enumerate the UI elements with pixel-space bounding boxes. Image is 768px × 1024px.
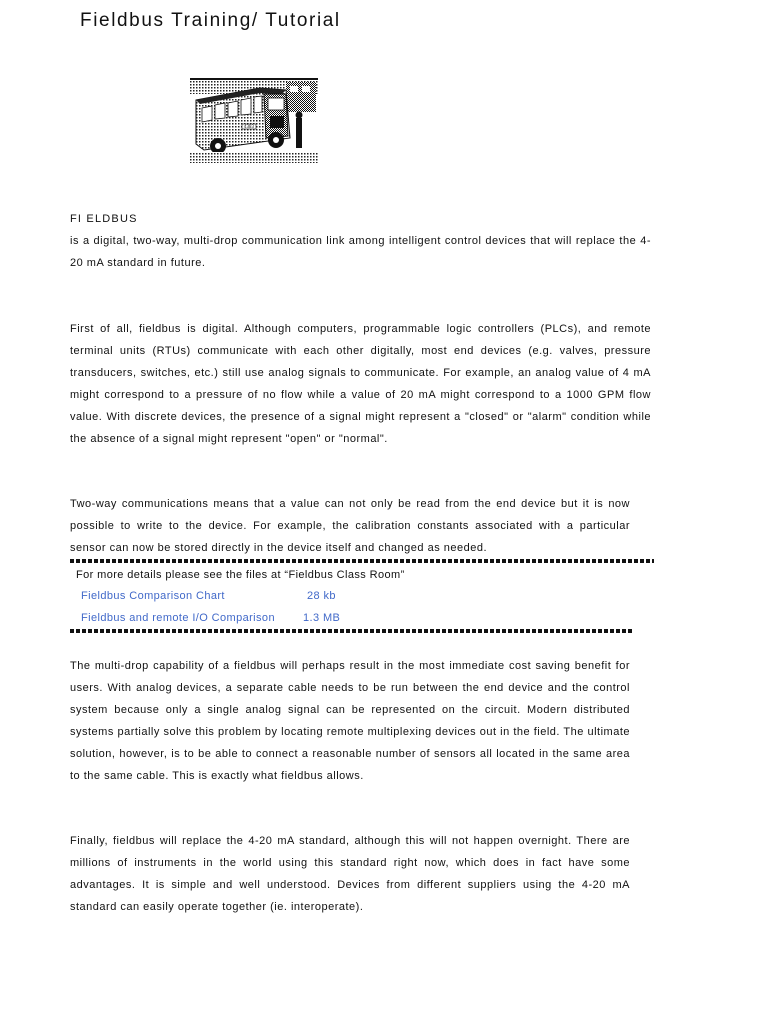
file-size-comparison-chart: 28 kb — [307, 590, 336, 602]
fieldbus-heading: FI ELDBUS — [70, 213, 138, 225]
paragraph-finally: Finally, fieldbus will replace the 4-20 mA standard, although this will not happen overnight. There are millions of instruments in the world using this standard right now, which does in fact have some advantages. It is simple and well understood. Devices from different suppliers using the 4-20 mA standard can easily operate together (ie. interoperate). — [70, 835, 630, 913]
dashed-divider-top — [70, 559, 654, 563]
fieldbus-definition: is a digital, two-way, multi-drop communication link among intelligent control devices that will replace the 4-20 mA standard in future. — [70, 235, 651, 269]
dashed-divider-bottom — [70, 629, 632, 633]
bus-plate-text: 4383 — [243, 124, 255, 129]
paragraph-two-way: Two-way communications means that a value can not only be read from the end device but it is now possible to write to the device. For example, the calibration constants associated with a particular sensor can now be stored directly in the device itself and changed as needed. — [70, 498, 630, 554]
page-title: Fieldbus Training/ Tutorial — [80, 10, 341, 31]
file-link-comparison-chart[interactable]: Fieldbus Comparison Chart — [81, 590, 225, 602]
file-size-remote-io-comparison: 1.3 MB — [303, 612, 341, 624]
file-link-remote-io-comparison[interactable]: Fieldbus and remote I/O Comparison — [81, 612, 275, 624]
bus-photo — [190, 78, 318, 163]
paragraph-digital: First of all, fieldbus is digital. Although computers, programmable logic controllers (PLCs), and remote terminal units (RTUs) communicate with each other digitally, most end devices (e.g. valves, pressure transducers, switches, etc.) still use analog signals to communicate. For example, an analog value of 4 mA might correspond to a pressure of no flow while a value of 20 mA might correspond to a 1000 GPM flow value. With discrete devices, the presence of a signal might represent a "closed" or "alarm" condition while the absence of a signal might represent "open" or "normal". — [70, 323, 651, 445]
paragraph-multi-drop: The multi-drop capability of a fieldbus will perhaps result in the most immediate cost saving benefit for users. With analog devices, a separate cable needs to be run between the end device and the control system because only a single analog signal can be represented on the circuit. Modern distributed systems partially solve this problem by locating remote multiplexing devices out in the field. The ultimate solution, however, is to be able to connect a reasonable number of sensors all located in the same area to the same cable. This is exactly what fieldbus allows. — [70, 660, 630, 782]
details-note: For more details please see the files at “Fieldbus Class Room” — [76, 569, 405, 581]
